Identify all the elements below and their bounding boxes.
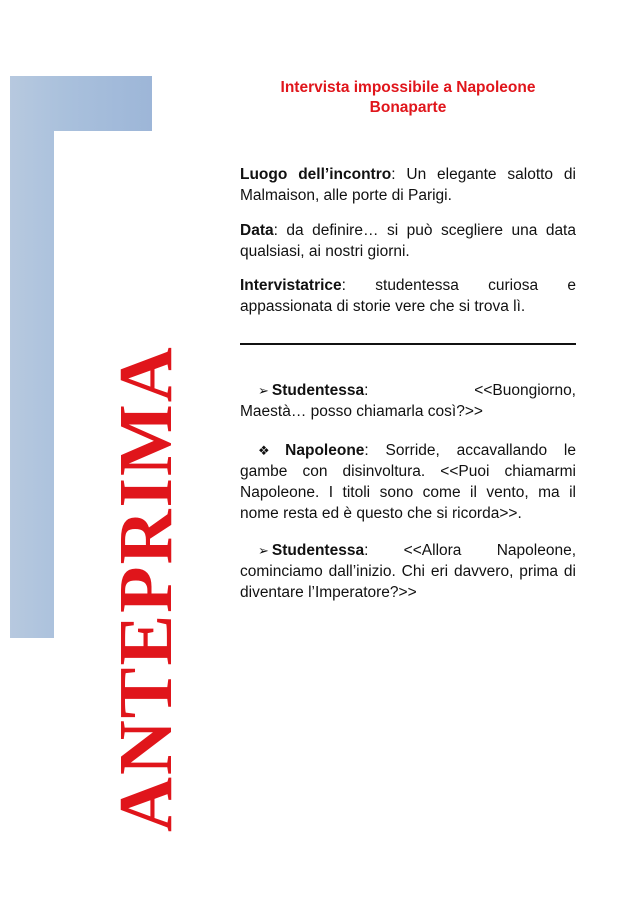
dialogue-1-sep: :: [364, 382, 369, 399]
arrow-bullet-icon: ➢: [258, 383, 269, 398]
dialogue-1-speaker: Studentessa: [271, 382, 365, 399]
info-location: [240, 164, 576, 206]
info-location-text: : Un elegante salotto di Malmaison, alle porte di Parigi.: [240, 166, 576, 204]
side-label-anteprima: ANTEPRIMA: [104, 345, 188, 832]
info-interviewer: [240, 275, 576, 317]
dialogue-line-1: [240, 380, 576, 422]
page-title: [240, 78, 576, 118]
title-line-2: Bonaparte: [369, 99, 447, 116]
info-interviewer-text: : studentessa curiosa e appassionata di storie vere che si trova lì.: [240, 277, 576, 315]
dialogue-line-3: [240, 540, 576, 603]
dialogue-line-2: [240, 440, 576, 524]
diamond-bullet-icon: ❖: [258, 443, 283, 458]
divider-line: [240, 343, 576, 345]
dialogue-2-speaker: Napoleone: [285, 442, 365, 459]
dialogue-2-text: : Sorride, accavallando le gambe con disinvoltura. <<Puoi chiamarmi Napoleone. I titoli sono come il vento, ma il nome resta ed è questo che si ricorda>>.: [240, 442, 576, 522]
dialogue-1-first-line: [240, 380, 576, 401]
dialogue-3-speaker: Studentessa: [271, 542, 365, 559]
dialogue-1-first-text: <<Buongiorno,: [474, 382, 576, 399]
title-line-1: Intervista impossibile a Napoleone: [280, 79, 536, 96]
info-date: [240, 220, 576, 262]
info-location-label: Luogo dell’incontro: [240, 166, 392, 183]
info-date-text: : da definire… si può scegliere una data qualsiasi, ai nostri giorni.: [240, 222, 576, 260]
info-interviewer-label: Intervistatrice: [240, 277, 342, 294]
info-date-label: Data: [240, 222, 274, 239]
dialogue-1-text: Maestà… posso chiamarla così?>>: [240, 403, 483, 420]
arrow-bullet-icon: ➢: [258, 543, 269, 558]
dialogue-3-text: : <<Allora Napoleone, cominciamo dall’inizio. Chi eri davvero, prima di diventare l’Imperatore?>>: [240, 542, 576, 601]
